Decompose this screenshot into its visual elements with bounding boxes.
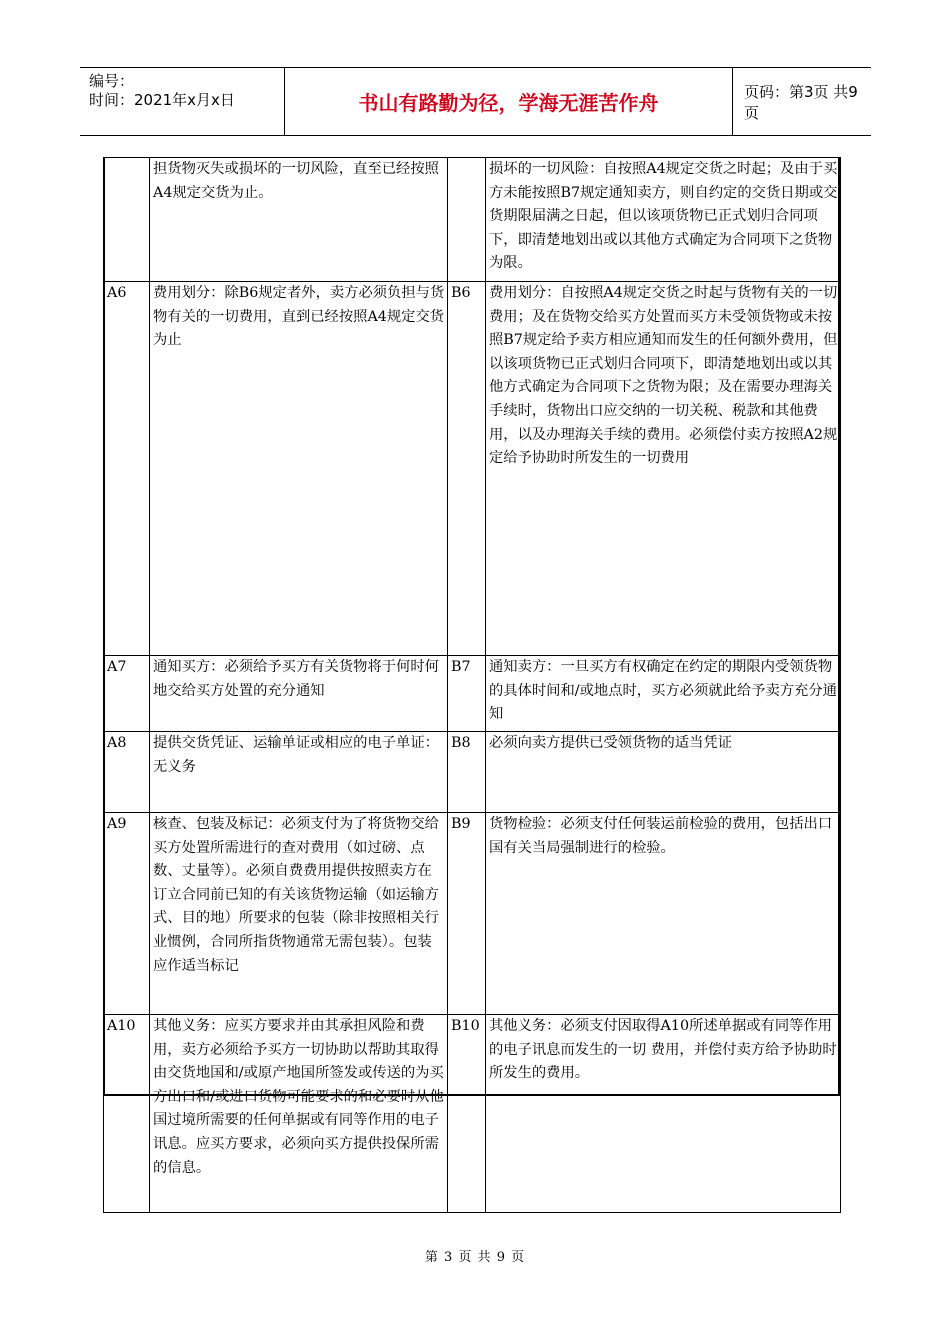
seller-clause-code: A7 [104,656,150,732]
seller-clause-text: 通知买方：必须给予买方有关货物将于何时何地交给买方处置的充分通知 [150,656,448,732]
header-motto: 书山有路勤为径，学海无涯苦作舟 [285,68,733,135]
buyer-clause-text: 损坏的一切风险：自按照A4规定交货之时起；及由于买方未能按照B7规定通知卖方，则自约定的交货日期或交货期限届满之日起，但以该项货物已正式划归合同项下，即清楚地划出或以其他方式确定为合同项下之货物为限。 [486,158,841,282]
buyer-clause-text: 必须向卖方提供已受领货物的适当凭证 [486,732,841,813]
seller-clause-code: A10 [104,1015,150,1213]
seller-clause-code: A6 [104,282,150,656]
document-date-label: 时间：2021年x月x日 [89,91,235,109]
table-row [104,282,841,656]
seller-clause-code: A8 [104,732,150,813]
document-number-label: 编号： [89,72,135,90]
obligations-table [103,157,841,1213]
table-row [104,1015,841,1213]
table-row [104,813,841,1015]
table-row [104,158,841,282]
buyer-clause-code: B7 [448,656,486,732]
buyer-clause-code: B10 [448,1015,486,1213]
buyer-clause-code: B6 [448,282,486,656]
buyer-clause-text: 其他义务：必须支付因取得A10所述单据或有同等作用的电子讯息而发生的一切 费用，并偿付卖方给予协助时所发生的费用。 [486,1015,841,1213]
buyer-clause-text: 货物检验：必须支付任何装运前检验的费用，包括出口国有关当局强制进行的检验。 [486,813,841,1015]
seller-clause-text: 提供交货凭证、运输单证或相应的电子单证：无义务 [150,732,448,813]
seller-clause-code: A9 [104,813,150,1015]
buyer-clause-text: 通知卖方：一旦买方有权确定在约定的期限内受领货物的具体时间和/或地点时，买方必须就此给予卖方充分通知 [486,656,841,732]
seller-clause-text: 核查、包装及标记：必须支付为了将货物交给买方处置所需进行的查对费用（如过磅、点数、丈量等）。必须自费费用提供按照卖方在订立合同前已知的有关该货物运输（如运输方式、目的地）所要求的包装（除非按照相关行业惯例，合同所指货物通常无需包装）。包装应作适当标记 [150,813,448,1015]
seller-clause-text: 费用划分：除B6规定者外，卖方必须负担与货物有关的一切费用，直到已经按照A4规定交货为止 [150,282,448,656]
buyer-clause-text: 费用划分：自按照A4规定交货之时起与货物有关的一切费用；及在货物交给买方处置而买方未受领货物或未按照B7规定给予卖方相应通知而发生的任何额外费用，但以该项货物已正式划归合同项下，即清楚地划出或以其他方式确定为合同项下之货物为限；及在需要办理海关手续时，货物出口应交纳的一切关税、税款和其他费用，以及办理海关手续的费用。必须偿付卖方按照A2规定给予协助时所发生的一切费用 [486,282,841,656]
page-footer: 第 3 页 共 9 页 [424,1250,526,1265]
table-row [104,732,841,813]
header-page-info: 页码：第3页 共9页 [744,82,858,122]
buyer-clause-code [448,158,486,282]
page-header [80,67,871,136]
buyer-clause-code: B9 [448,813,486,1015]
table-row [104,656,841,732]
seller-clause-text: 担货物灭失或损坏的一切风险，直至已经按照A4规定交货为止。 [150,158,448,282]
seller-clause-text: 其他义务：应买方要求并由其承担风险和费用，卖方必须给予买方一切协助以帮助其取得由交货地国和/或原产地国所签发或传送的为买方出口和/或进口货物可能要求的和必要时从他国过境所需要的任何单据或有同等作用的电子讯息。应买方要求，必须向买方提供投保所需的信息。 [150,1015,448,1213]
seller-clause-code [104,158,150,282]
buyer-clause-code: B8 [448,732,486,813]
header-meta [80,68,285,135]
